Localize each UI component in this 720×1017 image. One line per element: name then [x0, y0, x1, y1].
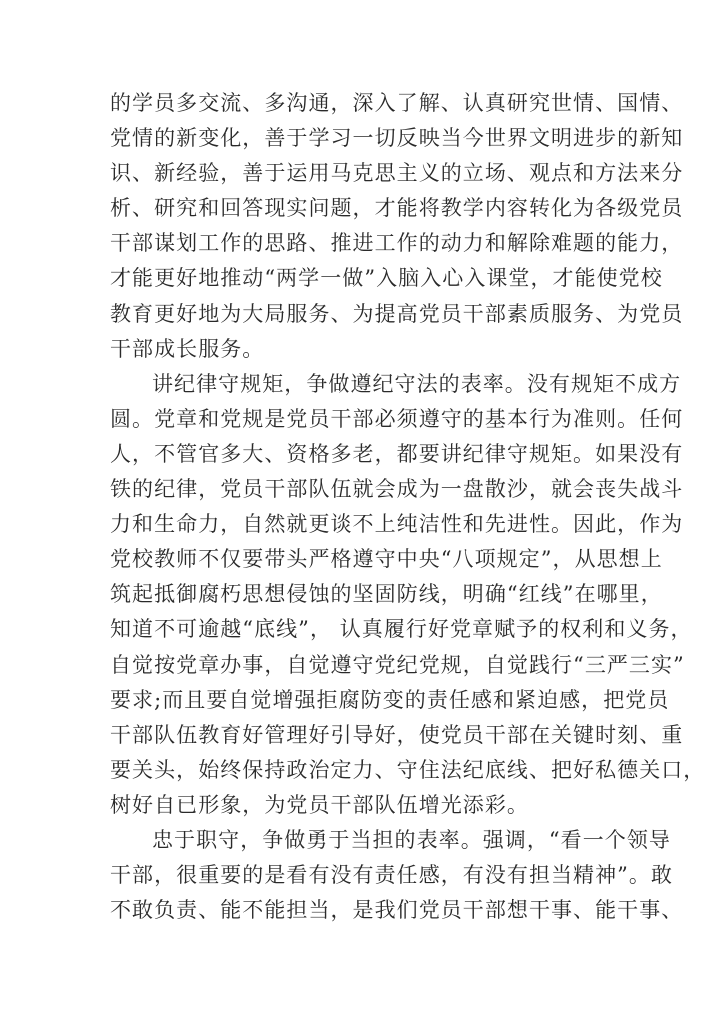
text-line: 筑起抵御腐朽思想侵蚀的坚固防线，明确“红线”在哪里，	[110, 582, 663, 607]
text-line: 识、新经验，善于运用马克思主义的立场、观点和方法来分	[110, 161, 684, 186]
text-line: 力和生命力，自然就更谈不上纯洁性和先进性。因此，作为	[110, 512, 684, 537]
text-line: 知道不可逾越“底线”， 认真履行好党章赋予的权利和义务，	[110, 617, 693, 642]
text-line: 才能更好地推动“两学一做”入脑入心入课堂，才能使党校	[110, 266, 663, 291]
text-line: 党校教师不仅要带头严格遵守中央“八项规定”，从思想上	[110, 547, 663, 572]
text-line: 干部谋划工作的思路、推进工作的动力和解除难题的能力，	[110, 231, 684, 256]
text-line: 析、研究和回答现实问题，才能将教学内容转化为各级党员	[110, 196, 684, 221]
text-line: 不敢负责、能不能担当，是我们党员干部想干事、能干事、	[110, 898, 684, 923]
text-line: 的学员多交流、多沟通，深入了解、认真研究世情、国情、	[110, 91, 684, 115]
text-line: 干部成长服务。	[110, 336, 265, 361]
text-line: 铁的纪律，党员干部队伍就会成为一盘散沙，就会丧失战斗	[110, 477, 684, 502]
text-line: 讲纪律守规矩，争做遵纪守法的表率。没有规矩不成方	[152, 371, 682, 396]
text-line: 树好自已形象，为党员干部队伍增光添彩。	[110, 792, 529, 817]
body-text	[110, 86, 706, 928]
text-line: 忠于职守，争做勇于当担的表率。强调，“看一个领导	[152, 827, 671, 852]
text-line: 党情的新变化，善于学习一切反映当今世界文明进步的新知	[110, 126, 684, 151]
text-line: 教育更好地为大局服务、为提高党员干部素质服务、为党员	[110, 301, 684, 326]
text-line: 人，不管官多大、资格多老，都要讲纪律守规矩。如果没有	[110, 441, 684, 466]
text-line: 要求;而且要自觉增强拒腐防变的责任感和紧迫感，把党员	[110, 687, 670, 712]
text-line: 要关头，始终保持政治定力、守住法纪底线、把好私德关口，	[110, 757, 706, 782]
text-line: 干部队伍教育好管理好引导好，使党员干部在关键时刻、重	[110, 722, 684, 747]
text-line: 干部，很重要的是看有没有责任感，有没有担当精神”。敢	[110, 863, 674, 888]
text-line: 自觉按党章办事，自觉遵守党纪党规，自觉践行“三严三实”	[110, 652, 685, 677]
text-line: 圆。党章和党规是党员干部必须遵守的基本行为准则。任何	[110, 406, 684, 431]
